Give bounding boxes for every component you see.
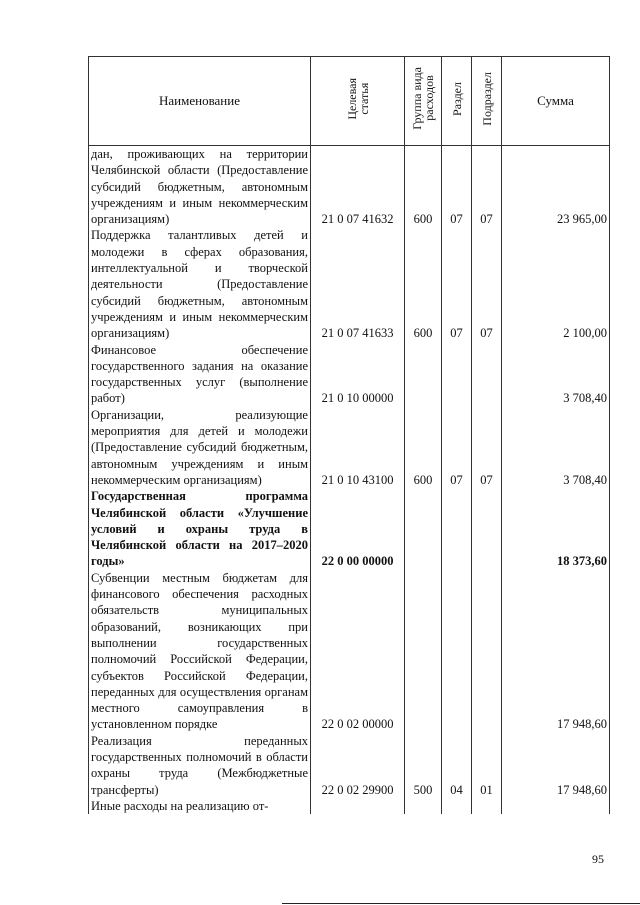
- header-sum-label: Сумма: [537, 93, 574, 108]
- row-code: 22 0 02 29900: [311, 733, 405, 798]
- row-code: 22 0 02 00000: [311, 570, 405, 733]
- row-name: Реализация переданных государственных полномочий в области охраны труда (Межбюджетные трансферты): [89, 733, 311, 798]
- row-group: 600: [405, 146, 442, 228]
- row-sum: 17 948,60: [502, 733, 610, 798]
- row-subsection: [472, 342, 502, 407]
- table-row: [89, 227, 610, 341]
- row-group: 600: [405, 227, 442, 341]
- table-row: [89, 488, 610, 569]
- row-code: 21 0 10 00000: [311, 342, 405, 407]
- row-group: 500: [405, 733, 442, 798]
- header-subsection: [472, 57, 502, 146]
- header-target: [311, 57, 405, 146]
- row-code: 22 0 00 00000: [311, 488, 405, 569]
- row-group: [405, 342, 442, 407]
- table-row: [89, 146, 610, 228]
- header-group: [405, 57, 442, 146]
- row-subsection: [472, 488, 502, 569]
- row-sum: [502, 798, 610, 814]
- row-name: дан, проживающих на территории Челябинской области (Предоставление субсидий бюджетным, автономным учреждениям и иным некоммерческим организациям): [89, 146, 311, 228]
- row-section: 07: [442, 227, 472, 341]
- row-group: [405, 488, 442, 569]
- row-code: [311, 798, 405, 814]
- header-target-label: Целевая статья: [344, 77, 371, 120]
- row-name: Поддержка талантливых детей и молодежи в сферах образования, интеллектуальной и творческой деятельности (Предоставление субсидий бюджетным, автономным учреждениям и иным некоммерческим организациям): [89, 227, 311, 341]
- row-section: 04: [442, 733, 472, 798]
- row-group: [405, 570, 442, 733]
- row-subsection: 07: [472, 407, 502, 488]
- row-sum: 17 948,60: [502, 570, 610, 733]
- header-name: [89, 57, 311, 146]
- row-group: 600: [405, 407, 442, 488]
- row-sum: 23 965,00: [502, 146, 610, 228]
- row-sum: 2 100,00: [502, 227, 610, 341]
- row-subsection: 07: [472, 227, 502, 341]
- row-subsection: [472, 798, 502, 814]
- row-section: [442, 488, 472, 569]
- row-section: 07: [442, 407, 472, 488]
- row-sum: 3 708,40: [502, 407, 610, 488]
- row-name: Организации, реализующие мероприятия для детей и молодежи (Предоставление субсидий бюджетным, автономным учреждениям и иным некоммерческим организациям): [89, 407, 311, 488]
- header-group-label: Группа вида расходов: [410, 67, 436, 130]
- bottom-rule: [282, 903, 640, 904]
- row-section: 07: [442, 146, 472, 228]
- row-section: [442, 798, 472, 814]
- table-row: [89, 407, 610, 488]
- row-code: 21 0 07 41632: [311, 146, 405, 228]
- row-name: Иные расходы на реализацию от-: [89, 798, 311, 814]
- header-name-label: Наименование: [159, 93, 240, 108]
- row-section: [442, 570, 472, 733]
- header-sum: [502, 57, 610, 146]
- table-row: [89, 570, 610, 733]
- table-body: [89, 146, 610, 815]
- row-name: Финансовое обеспечение государственного задания на оказание государственных услуг (выполнение работ): [89, 342, 311, 407]
- row-section: [442, 342, 472, 407]
- row-subsection: [472, 570, 502, 733]
- row-group: [405, 798, 442, 814]
- table-row: [89, 342, 610, 407]
- table-row: [89, 733, 610, 798]
- row-subsection: 07: [472, 146, 502, 228]
- table-row: [89, 798, 610, 814]
- row-subsection: 01: [472, 733, 502, 798]
- row-name: Государственная программа Челябинской области «Улучшение условий и охраны труда в Челябинской области на 2017–2020 годы»: [89, 488, 311, 569]
- header-section: [442, 57, 472, 146]
- budget-table: [88, 56, 610, 814]
- row-name: Субвенции местным бюджетам для финансового обеспечения расходных обязательств муниципальных образований, возникающих при выполнении государственных полномочий Российской Федерации, субъектов Российской Федерации, переданных для осуществления органам местного самоуправления в установленном порядке: [89, 570, 311, 733]
- row-code: 21 0 10 43100: [311, 407, 405, 488]
- header-section-label: Раздел: [449, 81, 464, 116]
- row-sum: 18 373,60: [502, 488, 610, 569]
- table-header-row: [89, 57, 610, 146]
- header-subsection-label: Подраздел: [479, 71, 494, 126]
- row-code: 21 0 07 41633: [311, 227, 405, 341]
- page-number: 95: [592, 852, 604, 866]
- row-sum: 3 708,40: [502, 342, 610, 407]
